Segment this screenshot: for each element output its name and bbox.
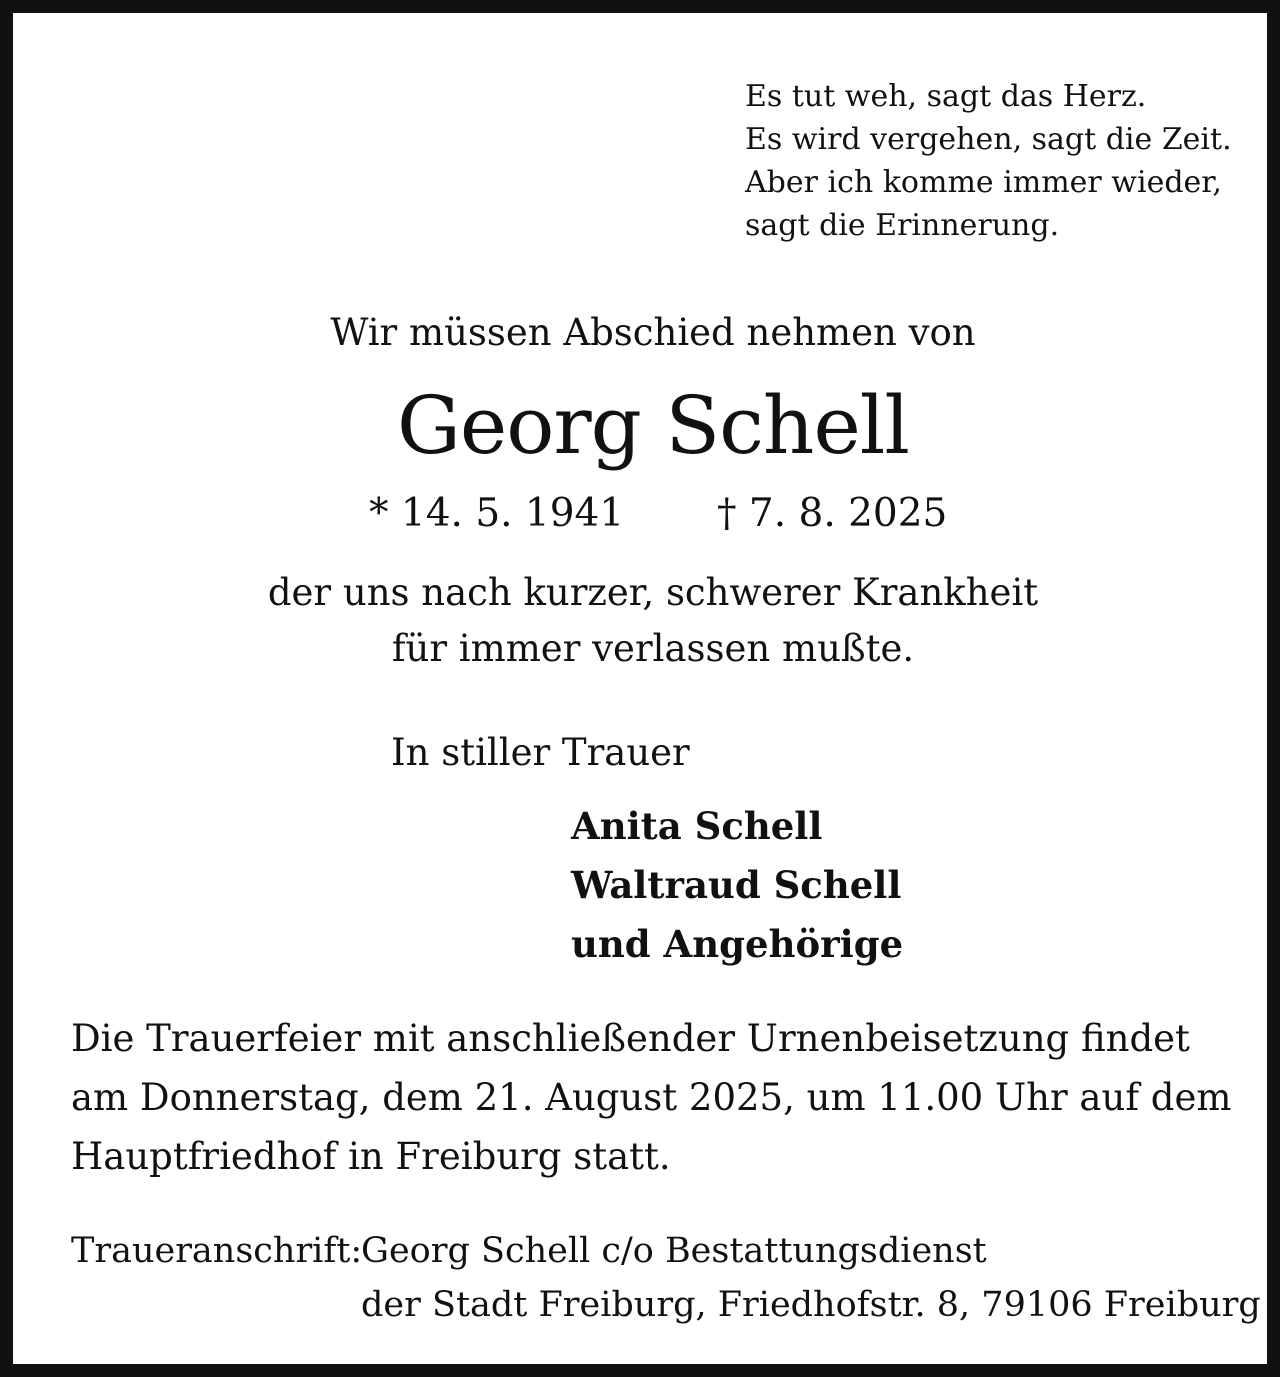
deceased-name: Georg Schell [397, 379, 909, 472]
address-label: Traueranschrift: [71, 1231, 363, 1271]
mourner-name: Anita Schell [571, 804, 823, 848]
ceremony-text [71, 1009, 1231, 1186]
ceremony-line: Die Trauerfeier mit anschließender Urnenbeisetzung findet [71, 1017, 1190, 1060]
address-line: Georg Schell c/o Bestattungsdienst [361, 1231, 987, 1271]
poem-line: Es tut weh, sagt das Herz. [745, 79, 1147, 114]
poem-line: sagt die Erinnerung. [745, 208, 1060, 243]
poem-line: Aber ich komme immer wieder, [745, 165, 1222, 200]
birth-date: * 14. 5. 1941 [369, 491, 625, 536]
grief-line: In stiller Trauer [391, 731, 690, 774]
ceremony-line: Hauptfriedhof in Freiburg statt. [71, 1135, 671, 1178]
mourner-name: Waltraud Schell [571, 863, 902, 907]
ceremony-line: am Donnerstag, dem 21. August 2025, um 11.00 Uhr auf dem [71, 1076, 1232, 1119]
poem-line: Es wird vergehen, sagt die Zeit. [745, 122, 1232, 157]
sentence-line: für immer verlassen mußte. [391, 627, 915, 670]
poem [745, 75, 1232, 247]
farewell-sentence [13, 565, 1280, 677]
address-line: der Stadt Freiburg, Friedhofstr. 8, 79106 Freiburg [361, 1285, 1261, 1325]
mourner-name: und Angehörige [571, 922, 904, 966]
death-date: † 7. 8. 2025 [717, 491, 948, 536]
sentence-line: der uns nach kurzer, schwerer Krankheit [267, 571, 1039, 614]
mourners-list [571, 797, 903, 974]
intro-text: Wir müssen Abschied nehmen von [330, 311, 976, 354]
